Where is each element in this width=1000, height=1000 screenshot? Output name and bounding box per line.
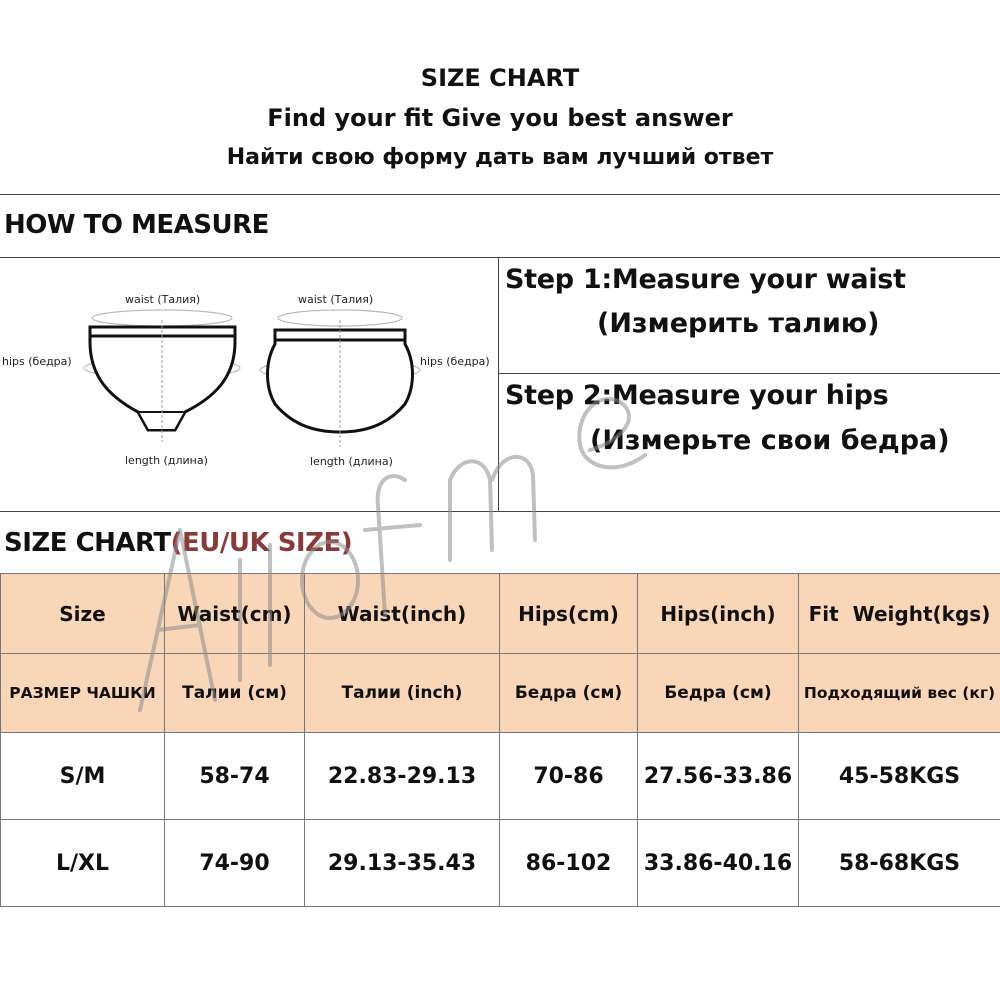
table-cell: S/M: [1, 733, 165, 820]
step-1-ru: (Измерить талию): [597, 308, 880, 339]
header-cell: Fit Weight(kgs): [799, 574, 1000, 654]
hips-label-left: hips (бедра): [2, 355, 72, 368]
length-label-right: length (длина): [310, 455, 393, 468]
header: [0, 58, 1000, 178]
header-cell-ru: Талии (inch): [305, 654, 500, 733]
waist-label-right: waist (Талия): [298, 293, 374, 306]
how-to-measure-title: HOW TO MEASURE: [4, 210, 269, 240]
length-label-left: length (длина): [125, 454, 208, 467]
table-cell: 58-68KGS: [799, 820, 1000, 907]
divider-vertical: [498, 257, 499, 511]
hips-label-right: hips (бедра): [420, 355, 490, 368]
table-cell: 33.86-40.16: [638, 820, 799, 907]
size-table: [0, 573, 1000, 907]
divider: [0, 194, 1000, 195]
size-chart-title-main: SIZE CHART: [4, 528, 171, 558]
table-cell: 29.13-35.43: [305, 820, 500, 907]
page-title: SIZE CHART: [420, 64, 580, 92]
size-chart-title: [4, 528, 352, 558]
header-cell: Hips(inch): [638, 574, 799, 654]
subtitle-en: Find your fit Give you best answer: [267, 104, 733, 132]
table-row: [1, 820, 1000, 907]
table-cell: 86-102: [500, 820, 638, 907]
step-2-ru: (Измерьте свои бедра): [590, 425, 950, 456]
table-row: [1, 733, 1000, 820]
step-1: Step 1:Measure your waist: [505, 264, 906, 295]
briefs-right-icon: [260, 310, 420, 447]
header-cell-ru: Талии (см): [165, 654, 305, 733]
header-cell-ru: Бедра (см): [500, 654, 638, 733]
divider: [498, 373, 1000, 374]
table-cell: 58-74: [165, 733, 305, 820]
divider: [0, 257, 1000, 258]
table-cell: 45-58KGS: [799, 733, 1000, 820]
briefs-left-icon: [84, 310, 240, 442]
table-header-row-ru: [1, 654, 1000, 733]
measure-diagram: [0, 262, 495, 507]
table-cell: 22.83-29.13: [305, 733, 500, 820]
table-header-row: [1, 574, 1000, 654]
header-cell: Hips(cm): [500, 574, 638, 654]
table-cell: 74-90: [165, 820, 305, 907]
table-cell: 27.56-33.86: [638, 733, 799, 820]
header-cell: Size: [1, 574, 165, 654]
table-cell: L/XL: [1, 820, 165, 907]
table-cell: 70-86: [500, 733, 638, 820]
step-2: Step 2:Measure your hips: [505, 380, 889, 411]
header-cell-ru: Бедра (см): [638, 654, 799, 733]
header-cell: Waist(inch): [305, 574, 500, 654]
divider: [0, 511, 1000, 512]
header-cell: Waist(cm): [165, 574, 305, 654]
size-chart-title-accent: (EU/UK SIZE): [170, 528, 353, 558]
header-cell-ru: Подходящий вес (кг): [799, 654, 1000, 733]
header-cell-ru: РАЗМЕР ЧАШКИ: [1, 654, 165, 733]
waist-label-left: waist (Талия): [125, 293, 201, 306]
subtitle-ru: Найти свою форму дать вам лучший ответ: [226, 145, 774, 170]
